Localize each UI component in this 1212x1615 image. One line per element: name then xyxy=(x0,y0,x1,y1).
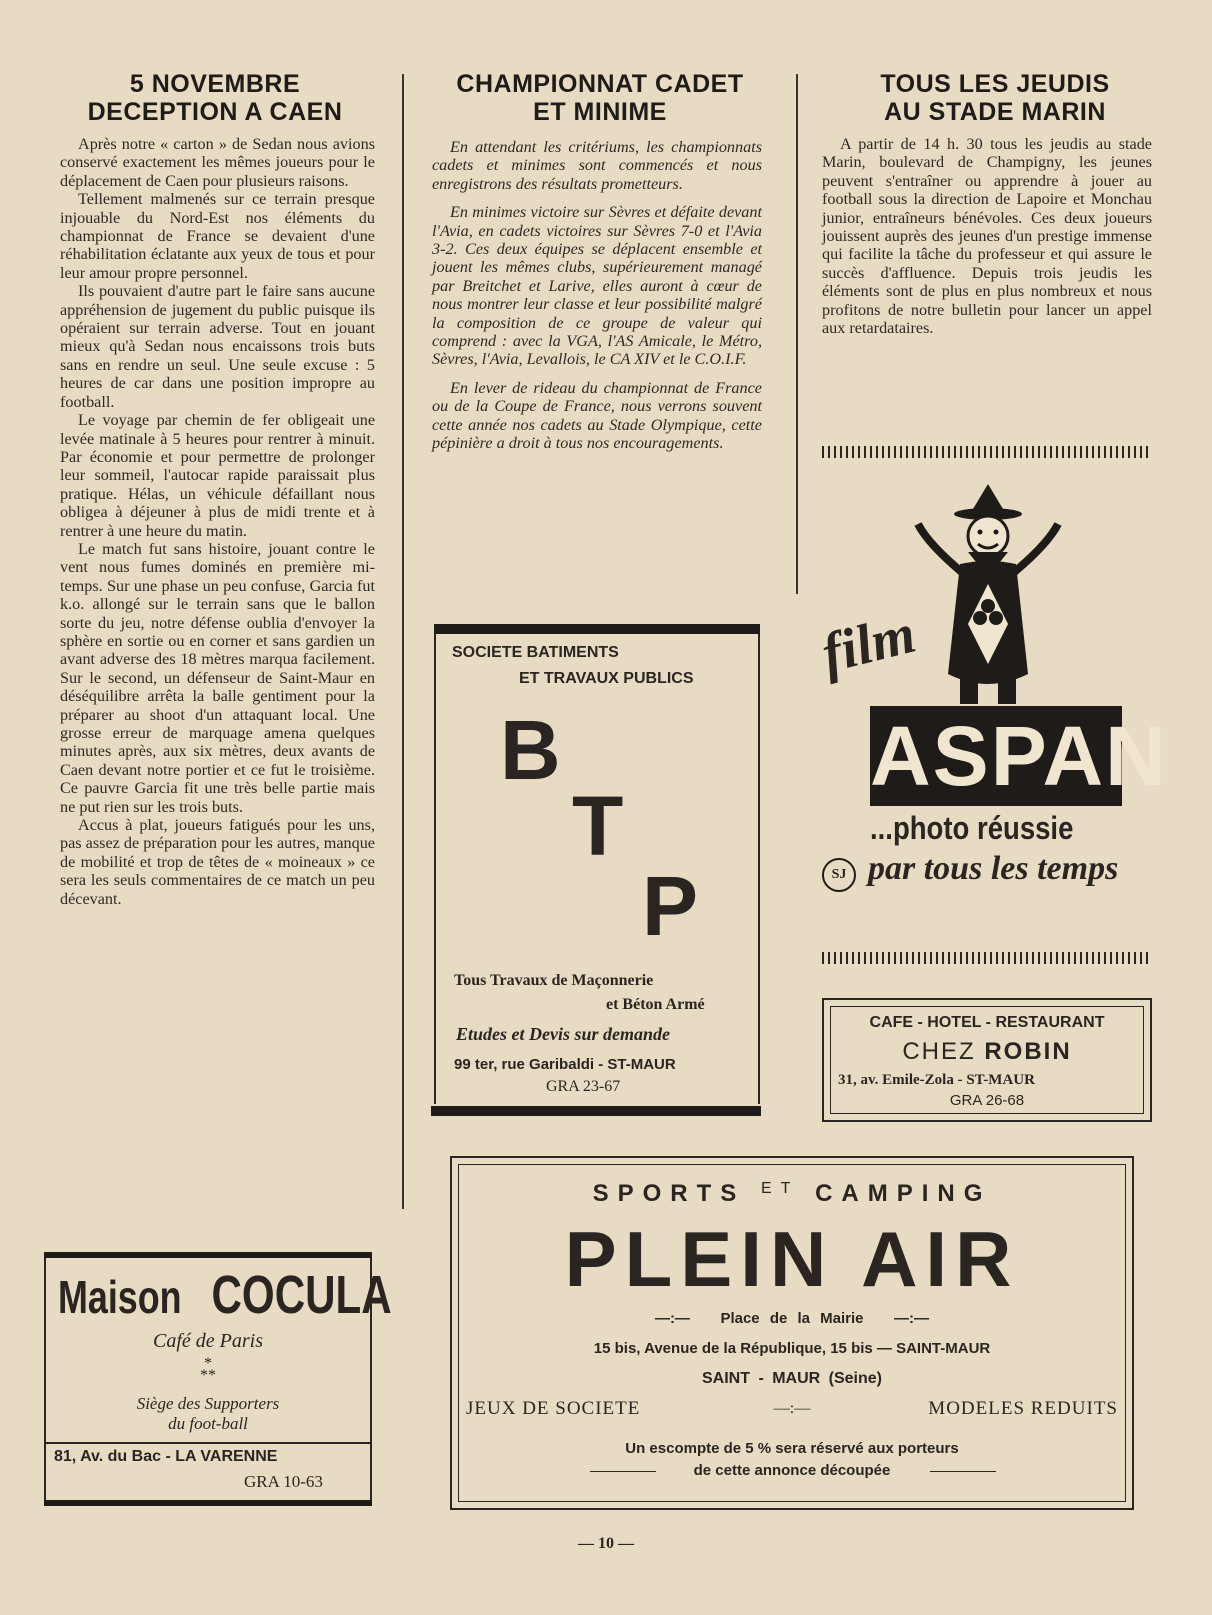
article-body-cadet xyxy=(432,138,762,463)
ad-btp xyxy=(434,624,760,1117)
headline-line: DECEPTION A CAEN xyxy=(87,98,343,126)
article-body-caen xyxy=(60,135,375,908)
btp-work-2: et Béton Armé xyxy=(606,996,705,1013)
headline-line: AU STADE MARIN xyxy=(884,98,1106,126)
column-rule-right xyxy=(796,74,798,594)
headline-line: TOUS LES JEUDIS xyxy=(880,70,1110,98)
dashed-divider xyxy=(822,446,1152,458)
divider-line xyxy=(590,1471,656,1472)
ad-bottom-bar xyxy=(44,1500,372,1506)
pleinair-camping: CAMPING xyxy=(815,1180,992,1207)
article-body-jeudis xyxy=(822,135,1152,337)
article-paragraph: Ils pouvaient d'autre part le faire sans aucune appréhension de jugement du public puisque ils opéraient sur terrain adverse. Tout en jouant mieux qu'à Sedan nous encaissons trois buts sans en rendre un seul. Une seule excuse : 5 heures de car dans une position impropre au football. xyxy=(60,282,375,411)
pleinair-sports: SPORTS xyxy=(592,1180,746,1207)
cocula-address: 81, Av. du Bac - LA VARENNE xyxy=(54,1448,278,1465)
btp-letter-p: P xyxy=(642,859,699,953)
robin-line-1: CAFE - HOTEL - RESTAURANT xyxy=(869,1014,1105,1031)
robin-phone: GRA 26-68 xyxy=(949,1092,1025,1109)
aspan-mark: SJ xyxy=(822,858,856,892)
btp-phone: GRA 23-67 xyxy=(546,1078,621,1095)
btp-address: 99 ter, rue Garibaldi - ST-MAUR xyxy=(454,1056,676,1073)
ad-cocula xyxy=(44,1252,392,1510)
headline-line: ET MINIME xyxy=(533,98,667,126)
aspan-tagline: ...photo réussie xyxy=(870,810,1074,846)
dashed-divider xyxy=(822,952,1152,964)
pleinair-jeux: JEUX DE SOCIETE xyxy=(466,1398,641,1419)
btp-work-1: Tous Travaux de Maçonnerie xyxy=(454,972,654,989)
headline-line: CHAMPIONNAT CADET xyxy=(456,70,744,98)
ad-top-bar xyxy=(434,624,760,634)
robin-chez: CHEZ xyxy=(902,1038,976,1065)
pleinair-name: PLEIN AIR xyxy=(564,1215,1020,1303)
page-number: — 10 — xyxy=(578,1535,634,1552)
ad-aspan xyxy=(815,484,1168,914)
pleinair-place: Place de la Mairie xyxy=(720,1310,864,1327)
article-headline-cadet xyxy=(420,70,780,126)
aspan-brand: ASPAN xyxy=(870,709,1168,803)
btp-studies: Etudes et Devis sur demande xyxy=(456,1024,670,1044)
article-paragraph: A partir de 14 h. 30 tous les jeudis au stade Marin, boulevard de Champigny, les jeunes peuvent s'entraîner ou apprendre à jouer au football sous la direction de Lapoire et Monchau junior, entraîneurs bénévoles. Ces deux joueurs jouissent auprès des jeunes d'un prestige immense qui facilite la tâche du professeur et qui assure le succès d'affluence. Depuis trois jeudis les éléments sont de plus en plus nombreux et nous profitons de notre bulletin pour lancer un appel aux retardataires. xyxy=(822,135,1152,338)
cocula-stars: * ** xyxy=(200,1355,216,1384)
article-paragraph: En lever de rideau du championnat de France ou de la Coupe de France, nous verrons souvent cette année nos cadets au Stade Olympique, cette pépinière a droit à tous nos encouragements. xyxy=(432,378,762,453)
btp-letter-b: B xyxy=(500,703,561,797)
article-paragraph: Tellement malmenés sur ce terrain presque injouable du Nord-Est nos éléments du championnat de France se devaient d'une réhabilitation éclatante aux yeux de tous et pour leur amour propre personnel. xyxy=(60,190,375,282)
pleinair-city: SAINT - MAUR (Seine) xyxy=(702,1370,882,1387)
article-paragraph: Après notre « carton » de Sedan nous avions conservé exactement les mêmes joueurs pour le déplacement de Caen pour plusieurs raisons. xyxy=(60,135,375,190)
ad-plein-air xyxy=(450,1156,1134,1510)
btp-title-2: ET TRAVAUX PUBLICS xyxy=(519,670,694,687)
pleinair-address: 15 bis, Avenue de la République, 15 bis — SAINT-MAUR xyxy=(593,1340,991,1357)
pleinair-et: ET xyxy=(760,1180,800,1197)
pleinair-sports-camping xyxy=(452,1180,1132,1208)
article-paragraph: En attendant les critériums, les championnats cadets et minimes sont commencés et nous enregistrons des résultats prometteurs. xyxy=(432,138,762,193)
aspan-slogan: par tous les temps xyxy=(868,850,1119,887)
article-headline-caen xyxy=(40,70,390,126)
pleinair-place-line xyxy=(452,1310,1132,1327)
pleinair-modeles: MODELES REDUITS xyxy=(928,1398,1118,1419)
pleinair-dash: —:— xyxy=(894,1310,930,1327)
pleinair-discount-2: de cette annonce découpée xyxy=(693,1462,891,1479)
pleinair-discount-1: Un escompte de 5 % sera réservé aux porteurs xyxy=(625,1440,959,1457)
ad-bottom-bar xyxy=(431,1106,761,1116)
cocula-seat-2: du foot-ball xyxy=(168,1414,248,1433)
clown-mascot-icon xyxy=(908,484,1068,714)
column-rule-left xyxy=(402,74,404,1209)
btp-title-1: SOCIETE BATIMENTS xyxy=(452,644,619,661)
cocula-maison: Maison xyxy=(58,1271,182,1323)
pleinair-dash: —:— xyxy=(654,1310,690,1327)
divider-line xyxy=(930,1471,996,1472)
cocula-phone: GRA 10-63 xyxy=(244,1472,323,1491)
cocula-title xyxy=(58,1264,392,1326)
headline-line: 5 NOVEMBRE xyxy=(129,70,301,98)
article-paragraph: Le voyage par chemin de fer obligeait une levée matinale à 5 heures pour rentrer à minuit. Par économie et pour permettre de prolonger leur sommeil, l'autocar rapide paraissait plus pratique. Hélas, un véhicule défaillant nous obligea à déjeuner à plus de midi trente et à rentrer à une heure du matin. xyxy=(60,411,375,540)
btp-letter-t: T xyxy=(572,779,624,873)
cocula-cafe: Café de Paris xyxy=(153,1330,263,1352)
robin-robin: ROBIN xyxy=(984,1038,1072,1065)
article-headline-jeudis xyxy=(810,70,1180,126)
cocula-address-rule xyxy=(46,1442,370,1444)
robin-address: 31, av. Emile-Zola - ST-MAUR xyxy=(838,1072,1035,1088)
cocula-name: COCULA xyxy=(211,1265,392,1325)
article-paragraph: En minimes victoire sur Sèvres et défaite devant l'Avia, en cadets victoires sur Sèvres 7-0 et l'Avia 3-2. Ces deux équipes se déplacent ensemble et jouent les mêmes clubs, supérieurement managé par Breitchet et Larive, elles auront à cœur de nous montrer leur classe et leur possibilité malgré la composition de ce groupe de valeur qui comprend : avec la VGA, l'AS Amicale, le Métro, Sèvres, l'Avia, Levallois, le CA XIV et le C.O.I.F. xyxy=(432,203,762,369)
aspan-film-word: film xyxy=(815,602,922,686)
pleinair-mid-dash: —:— xyxy=(773,1400,811,1417)
cocula-seat-1: Siège des Supporters xyxy=(136,1394,280,1413)
article-paragraph: Le match fut sans histoire, jouant contre le vent nous fumes dominés en première mi-temps. Sur une phase un peu confuse, Garcia fut k.o. allongé sur le terrain sans que le ballon sorte du jeu, notre défense oublia d'envoyer la sphère en sortie ou en corner et sans gardien un avant adverse des 18 mètres marqua facilement. Sur le second, un défenseur de Saint-Maur en déséquilibre arrêta la balle gentiment pour la préparer au shoot d'un attaquant local. Une grosse erreur de marquage amena quelques minutes après, aux six mètres, deux avants de Caen devant notre portier et ce fut le troisième. Ce pauvre Garcia fit une très belle partie mais ne put rien sur les trois buts. xyxy=(60,539,375,816)
robin-name xyxy=(824,1038,1150,1066)
ad-robin xyxy=(822,998,1152,1122)
article-paragraph: Accus à plat, joueurs fatigués pour les uns, pas assez de préparation pour les autres, manque de mobilité et trop de têtes de « moineaux » ce sera les seuls commentaires de ce match un peu décevant. xyxy=(60,816,375,908)
